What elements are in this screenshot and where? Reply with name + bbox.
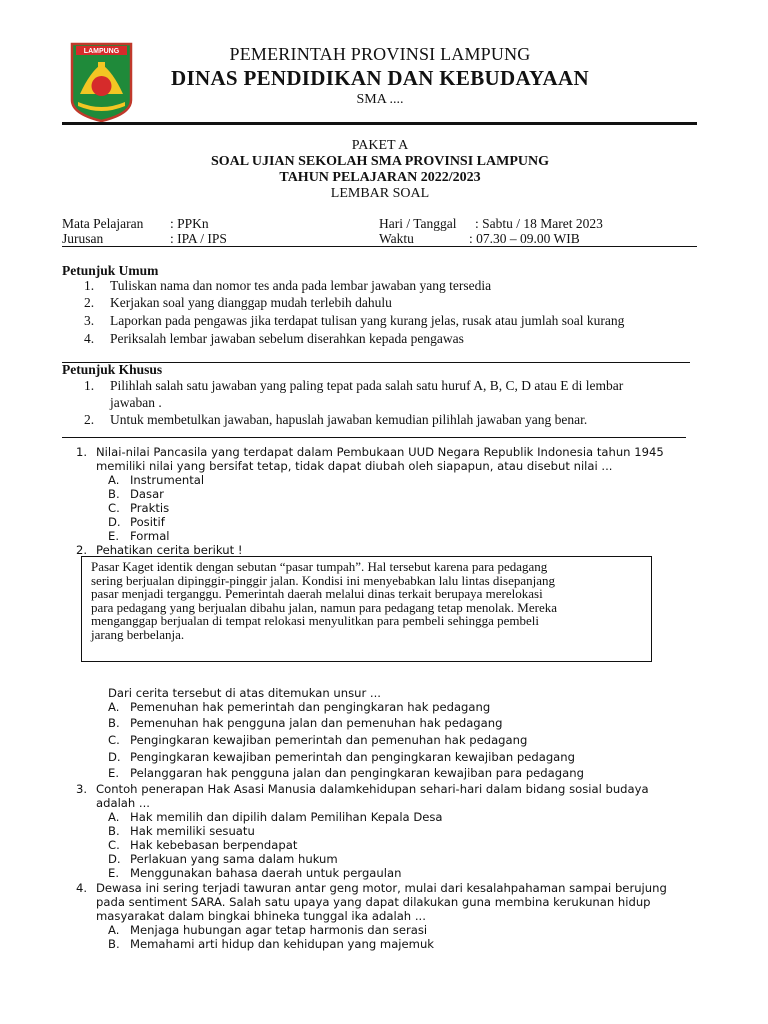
info-rule (62, 246, 697, 247)
title-line-2: TAHUN PELAJARAN 2022/2023 (279, 170, 481, 185)
q3-option-c: Hak kebebasan berpendapat (130, 838, 298, 852)
q3-option-d-letter: D. (108, 852, 121, 866)
q2-option-b-letter: B. (108, 716, 120, 730)
q1-option-a: Instrumental (130, 473, 205, 487)
petunjuk-divider-2 (62, 437, 686, 438)
q1-number: 1. (76, 445, 88, 459)
petunjuk-khusus-item-1-line-1: Pilihlah salah satu jawaban yang paling tepat pada salah satu huruf A, B, C, D atau E di lembar (110, 378, 624, 393)
title-paket: PAKET A (351, 138, 409, 153)
q2-option-e-letter: E. (108, 766, 120, 780)
q1-option-e-letter: E. (108, 529, 120, 543)
q1-line-1: Nilai-nilai Pancasila yang terdapat dalam Pembukaan UUD Negara Republik Indonesia tahun 1945 (96, 445, 664, 459)
jurusan-value: : IPA / IPS (170, 231, 227, 246)
q4-line-3: masyarakat dalam bingkai bhineka tunggal ika adalah ... (96, 909, 426, 923)
q2-option-a-letter: A. (108, 700, 120, 714)
q3-option-b-letter: B. (108, 824, 120, 838)
hari-label: Hari / Tanggal (379, 216, 457, 231)
q3-option-a-letter: A. (108, 810, 120, 824)
q2-story-line-6: jarang berbelanja. (91, 626, 185, 642)
q4-option-b-letter: B. (108, 937, 120, 951)
q4-number: 4. (76, 881, 88, 895)
jurusan-label: Jurusan (62, 231, 104, 246)
q2-number: 2. (76, 543, 88, 557)
q1-option-b-letter: B. (108, 487, 120, 501)
waktu-value: : 07.30 – 09.00 WIB (469, 231, 580, 246)
q1-option-a-letter: A. (108, 473, 120, 487)
q3-option-d: Perlakuan yang sama dalam hukum (130, 852, 338, 866)
q2-story-box (81, 556, 652, 662)
svg-text:LAMPUNG: LAMPUNG (83, 48, 120, 55)
hari-value: : Sabtu / 18 Maret 2023 (475, 216, 603, 231)
petunjuk-umum-num-4: 4. (84, 331, 95, 346)
q2-option-d: Pengingkaran kewajiban pemerintah dan pengingkaran kewajiban pedagang (130, 750, 575, 764)
petunjuk-khusus-item-1-line-2: jawaban . (110, 395, 162, 410)
header-line-3: SMA .... (356, 92, 404, 107)
petunjuk-umum-item-3: Laporkan pada pengawas jika terdapat tulisan yang kurang jelas, rusak atau jumlah soal kurang (110, 313, 625, 328)
header-line-2: DINAS PENDIDIKAN DAN KEBUDAYAAN (171, 66, 589, 90)
q4-line-2: pada sentiment SARA. Salah satu upaya yang dapat dilakukan guna membina kerukunan hidup (96, 895, 651, 909)
petunjuk-khusus-num-1: 1. (84, 378, 95, 393)
q1-option-c-letter: C. (108, 501, 120, 515)
petunjuk-umum-num-2: 2. (84, 295, 95, 310)
q4-line-1: Dewasa ini sering terjadi tawuran antar geng motor, mulai dari kesalahpahaman sampai berujung (96, 881, 667, 895)
q1-option-d: Positif (130, 515, 165, 529)
q3-line-2: adalah ... (96, 796, 150, 810)
petunjuk-khusus-item-2: Untuk membetulkan jawaban, hapuslah jawaban kemudian pilihlah jawaban yang benar. (110, 412, 588, 427)
q3-number: 3. (76, 782, 88, 796)
q1-option-b: Dasar (130, 487, 164, 501)
q2-story-line-4: para pedagang yang berjualan dibahu jalan, namun para pedagang tetap menolak. Mereka (91, 599, 557, 615)
q3-option-e: Menggunakan bahasa daerah untuk pergaulan (130, 866, 402, 880)
petunjuk-umum-num-3: 3. (84, 313, 95, 328)
petunjuk-umum-title: Petunjuk Umum (62, 263, 159, 278)
q1-option-e: Formal (130, 529, 170, 543)
q3-option-a: Hak memilih dan dipilih dalam Pemilihan Kepala Desa (130, 810, 443, 824)
q3-line-1: Contoh penerapan Hak Asasi Manusia dalamkehidupan sehari-hari dalam bidang sosial budaya (96, 782, 649, 796)
petunjuk-khusus-num-2: 2. (84, 412, 95, 427)
title-line-3: LEMBAR SOAL (330, 186, 430, 201)
header-rule (62, 122, 697, 125)
q3-option-b: Hak memiliki sesuatu (130, 824, 255, 838)
q4-option-a: Menjaga hubungan agar tetap harmonis dan serasi (130, 923, 428, 937)
lampung-province-logo (70, 42, 133, 122)
waktu-label: Waktu (379, 231, 414, 246)
q3-option-c-letter: C. (108, 838, 120, 852)
petunjuk-umum-item-2: Kerjakan soal yang dianggap mudah terlebih dahulu (110, 295, 392, 310)
q2-option-d-letter: D. (108, 750, 121, 764)
q1-option-c: Praktis (130, 501, 170, 515)
q2-option-e: Pelanggaran hak pengguna jalan dan pengingkaran kewajiban para pedagang (130, 766, 584, 780)
q4-option-b: Memahami arti hidup dan kehidupan yang majemuk (130, 937, 435, 951)
q2-intro: Pehatikan cerita berikut ! (96, 543, 243, 557)
q2-story-line-2: sering berjualan dipinggir-pinggir jalan. Kondisi ini menyebabkan lalu lintas disepanjang (91, 572, 556, 588)
header-line-1: PEMERINTAH PROVINSI LAMPUNG (229, 44, 531, 64)
mapel-label: Mata Pelajaran (62, 216, 144, 231)
q2-option-c-letter: C. (108, 733, 120, 747)
q2-option-c: Pengingkaran kewajiban pemerintah dan pemenuhan hak pedagang (130, 733, 528, 747)
petunjuk-khusus-title: Petunjuk Khusus (62, 362, 163, 377)
petunjuk-umum-item-1: Tuliskan nama dan nomor tes anda pada lembar jawaban yang tersedia (110, 278, 492, 293)
q2-story-text (91, 560, 557, 641)
petunjuk-umum-item-4: Periksalah lembar jawaban sebelum diserahkan kepada pengawas (110, 331, 464, 346)
petunjuk-umum-num-1: 1. (84, 278, 95, 293)
title-line-1: SOAL UJIAN SEKOLAH SMA PROVINSI LAMPUNG (211, 154, 549, 169)
q2-option-b: Pemenuhan hak pengguna jalan dan pemenuhan hak pedagang (130, 716, 503, 730)
q3-option-e-letter: E. (108, 866, 120, 880)
q2-story-line-3: pasar menjadi terganggu. Pemerintah daerah melalui dinas terkait berupaya merelokasi (91, 586, 543, 601)
q2-option-a: Pemenuhan hak pemerintah dan pengingkaran hak pedagang (130, 700, 491, 714)
mapel-value: : PPKn (170, 216, 209, 231)
q2-story-line-1: Pasar Kaget identik dengan sebutan “pasar tumpah”. Hal tersebut karena para pedagang (91, 559, 548, 574)
q4-option-a-letter: A. (108, 923, 120, 937)
q1-option-d-letter: D. (108, 515, 121, 529)
q2-question: Dari cerita tersebut di atas ditemukan unsur ... (108, 686, 381, 700)
q1-line-2: memiliki nilai yang bersifat tetap, tidak dapat diubah oleh siapapun, atau disebut nilai ... (96, 459, 613, 473)
q2-story-line-5: menganggap berjualan di tempat relokasi menyulitkan para pembeli sehingga pembeli (91, 613, 539, 628)
